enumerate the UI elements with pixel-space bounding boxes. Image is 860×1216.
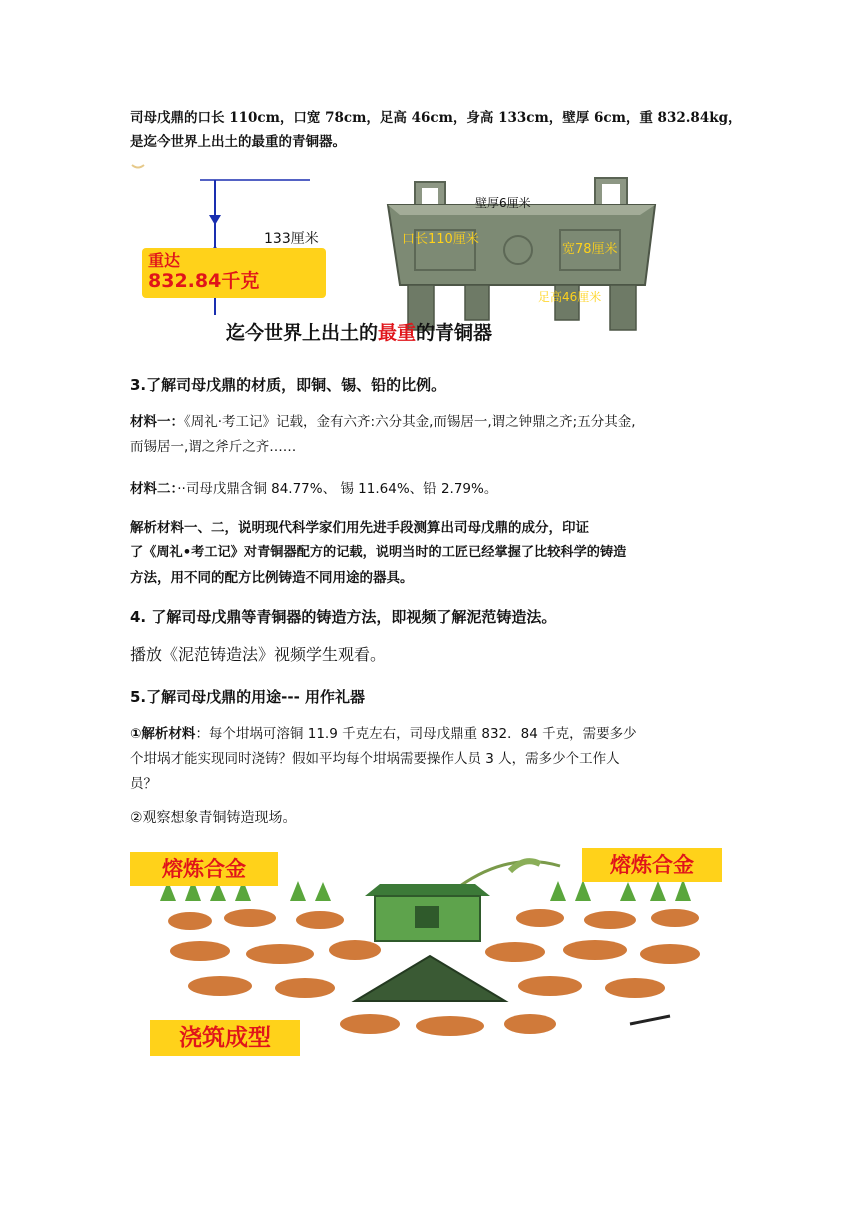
caption-pre: 迄今世界上出土的 [226, 322, 379, 344]
material-2-text: ··司母戊鼎含铜 84.77%、 锡 11.64%、铅 2.79%。 [177, 481, 498, 497]
weight-label-2: 832.84千克 [148, 270, 260, 292]
label-smelting-right: 熔炼合金 [582, 848, 722, 882]
question-text-1: ：每个坩埚可溶铜 11.9 千克左右，司母戊鼎重 832．84 千克，需要多少 [195, 726, 637, 742]
material-2-line [130, 477, 740, 501]
width-label: 宽78厘米 [562, 242, 618, 257]
material-1-text: 《周礼·考工记》记载，金有六齐:六分其金,而锡居一,谓之钟鼎之齐;五分其金, [184, 414, 636, 430]
caption-highlight: 最重 [378, 322, 417, 344]
length-label: 口长110厘米 [402, 232, 479, 247]
question-line-2: 个坩埚才能实现同时浇铸？假如平均每个坩埚需要操作人员 3 人，需多少个工作人 [130, 751, 620, 767]
section-3-heading: 3.了解司母戊鼎的材质，即铜、锡、铅的比例。 [130, 376, 447, 394]
question-line-1 [130, 722, 730, 746]
material-1-line-1 [130, 410, 750, 434]
material-1-label: 材料一： [130, 414, 184, 430]
wall-thickness-label: 壁厚6厘米 [475, 196, 531, 210]
label-casting: 浇筑成型 [150, 1020, 300, 1056]
material-2-label: 材料二： [130, 481, 178, 497]
label-smelting-left: 熔炼合金 [130, 852, 278, 886]
material-1-line-2: 而锡居一,谓之斧斤之齐…… [130, 439, 297, 455]
observe-line: ②观察想象青铜铸造现场。 [130, 810, 297, 826]
caption-post: 的青铜器 [416, 322, 493, 344]
intro-line-2: 是迄今世界上出土的最重的青铜器。 [130, 134, 346, 150]
section-4-heading: 4. 了解司母戊鼎等青铜器的铸造方法，即视频了解泥范铸造法。 [130, 608, 557, 626]
height-label: 133厘米 [262, 228, 321, 248]
question-line-3: 员？ [130, 776, 157, 792]
ding-dimension-figure [130, 160, 660, 350]
section-4-text: 播放《泥范铸造法》视频学生观看。 [130, 645, 387, 664]
question-label: ①解析材料 [130, 726, 196, 742]
figure-caption [226, 318, 492, 345]
weight-badge [142, 248, 326, 298]
analysis-line-2: 了《周礼•考工记》对青铜器配方的记载，说明当时的工匠已经掌握了比较科学的铸造 [130, 545, 627, 560]
weight-label-1: 重达 [148, 251, 181, 270]
casting-scene-figure [130, 846, 730, 1056]
analysis-line-1: 解析材料一、二，说明现代科学家们用先进手段测算出司母戊鼎的成分，印证 [130, 520, 589, 536]
foot-height-label: 足高46厘米 [538, 290, 602, 304]
intro-line-1: 司母戊鼎的口长 110cm，口宽 78cm，足高 46cm，身高 133cm，壁厚 6cm，重 832.84kg， [130, 110, 742, 126]
analysis-line-3: 方法，用不同的配方比例铸造不同用途的器具。 [130, 570, 414, 586]
section-5-heading: 5.了解司母戊鼎的用途--- 用作礼器 [130, 688, 366, 706]
